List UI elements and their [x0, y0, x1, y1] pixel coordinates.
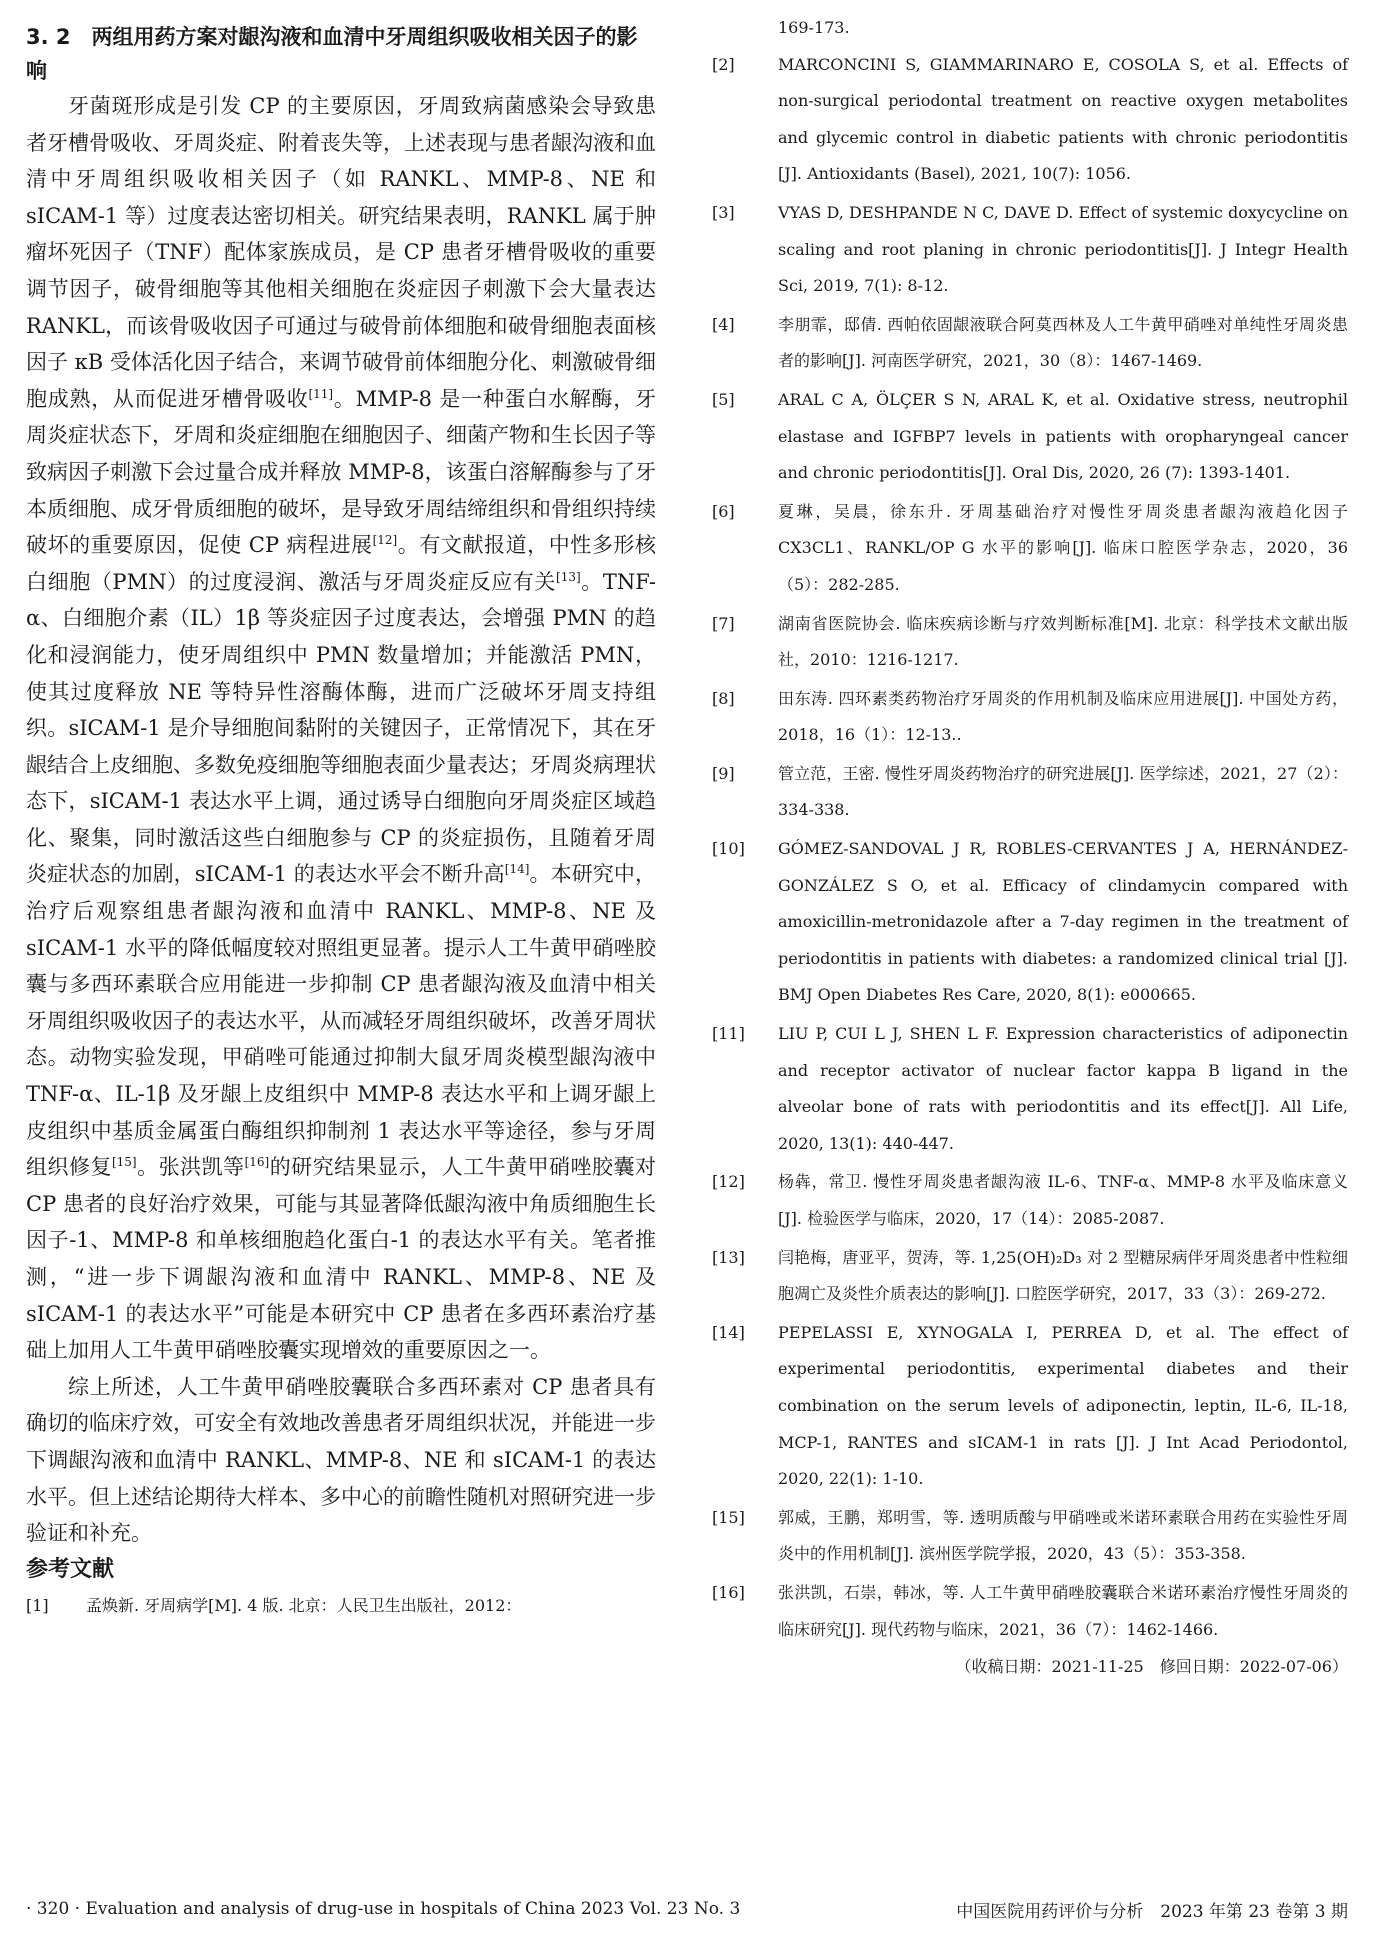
reference-text: 湖南省医院协会. 临床疾病诊断与疗效判断标准[M]. 北京：科学技术文献出版社，2010：1216-1217. [778, 613, 1348, 670]
reference-text: 张洪凯，石崇，韩冰，等. 人工牛黄甲硝唑胶囊联合米诺环素治疗慢性牙周炎的临床研究[J]. 现代药物与临床，2021，36（7）：1462-1466. [778, 1582, 1348, 1639]
citation-13[interactable]: [13] [556, 569, 581, 584]
citation-12[interactable]: [12] [372, 533, 398, 548]
citation-16[interactable]: [16] [244, 1155, 270, 1170]
para-text: 。张洪凯等 [136, 1155, 245, 1180]
reference-text: LIU P, CUI L J, SHEN L F. Expression characteristics of adiponectin and receptor activator of nuclear factor kappa B ligand in the alveolar bone of rats with periodontitis and its effect[J]. All Life, 2020, 13(1): 440-447. [778, 1024, 1348, 1153]
page-footer [26, 1893, 1348, 1925]
section-heading: 3. 2 两组用药方案对龈沟液和血清中牙周组织吸收相关因子的影响 [26, 25, 638, 83]
reference-item-1 [26, 1588, 656, 1625]
citation-11[interactable]: [11] [308, 386, 334, 401]
reference-item-8 [712, 681, 1348, 754]
reference-number: [11] [712, 1024, 745, 1044]
reference-text: 郭威，王鹏，郑明雪，等. 透明质酸与甲硝唑或米诺环素联合用药在实验性牙周炎中的作用机制[J]. 滨州医学院学报，2020，43（5）：353-358. [778, 1507, 1348, 1564]
reference-number: [3] [712, 202, 735, 222]
reference-number: [1] [26, 1595, 49, 1615]
reference-number: [8] [712, 688, 735, 708]
reference-text: 闫艳梅，唐亚平，贺涛，等. 1,25(OH)₂D₃ 对 2 型糖尿病伴牙周炎患者中性粒细胞凋亡及炎性介质表达的影响[J]. 口腔医学研究，2017，33（3）：269-272. [778, 1247, 1348, 1304]
reference-number: [13] [712, 1247, 745, 1267]
reference-item-4 [712, 307, 1348, 380]
para-text: 。TNF-α、白细胞介素（IL）1β 等炎症因子过度表达，会增强 PMN 的趋化和浸润能力，使牙周组织中 PMN 数量增加；并能激活 PMN，使其过度释放 NE 等特异性溶酶体酶，进而广泛破坏牙周支持组织。sICAM-1 是介导细胞间黏附的关键因子，正常情况下，其在牙龈结合上皮细胞、多数免疫细胞等细胞表面少量表达；牙周炎病理状态下，sICAM-1 表达水平上调，通过诱导白细胞向牙周炎症区域趋化、聚集，同时激活这些白细胞参与 CP 的炎症损伤，且随着牙周炎症状态的加剧，sICAM-1 的表达水平会不断升高 [26, 569, 656, 887]
reference-1-continuation: 169-173. [778, 18, 850, 37]
reference-item-9 [712, 756, 1348, 829]
reference-number: [16] [712, 1582, 745, 1602]
para-text: 。有文献报道，中性多形核白细胞（PMN）的过度浸润、激活与牙周炎症反应有关 [26, 533, 656, 594]
reference-text: 夏琳，吴晨，徐东升. 牙周基础治疗对慢性牙周炎患者龈沟液趋化因子 CX3CL1、RANKL/OP G 水平的影响[J]. 临床口腔医学杂志，2020，36（5）：282-285. [778, 501, 1348, 594]
reference-text: VYAS D, DESHPANDE N C, DAVE D. Effect of systemic doxycycline on scaling and root planing in chronic periodontitis[J]. J Integr Health Sci, 2019, 7(1): 8-12. [778, 202, 1348, 296]
reference-item-14 [712, 1315, 1348, 1498]
references-heading: 参考文献 [26, 1556, 115, 1582]
reference-number: [9] [712, 763, 735, 783]
reference-text: 管立范，王密. 慢性牙周炎药物治疗的研究进展[J]. 医学综述，2021，27（2）：334-338. [778, 763, 1348, 820]
reference-item-2 [712, 47, 1348, 193]
reference-item-15 [712, 1500, 1348, 1573]
reference-text: 杨犇，常卫. 慢性牙周炎患者龈沟液 IL-6、TNF-α、MMP-8 水平及临床意义[J]. 检验医学与临床，2020，17（14）：2085-2087. [778, 1172, 1348, 1228]
footer-left: · 320 · Evaluation and analysis of drug-use in hospitals of China 2023 Vol. 23 No. 3 [26, 1899, 741, 1919]
body-paragraph-2: 综上所述，人工牛黄甲硝唑胶囊联合多西环素对 CP 患者具有确切的临床疗效，可安全有效地改善患者牙周组织状况，并能进一步下调龈沟液和血清中 RANKL、MMP-8、NE 和 sICAM-1 的表达水平。但上述结论期待大样本、多中心的前瞻性随机对照研究进一步验证和补充。 [26, 1374, 656, 1546]
reference-text: 孟焕新. 牙周病学[M]. 4 版. 北京：人民卫生出版社，2012： [86, 1595, 522, 1615]
para-text: 。本研究中，治疗后观察组患者龈沟液和血清中 RANKL、MMP-8、NE 及 sICAM-1 水平的降低幅度较对照组更显著。提示人工牛黄甲硝唑胶囊与多西环素联合应用能进一步抑制 CP 患者龈沟液及血清中相关牙周组织吸收因子的表达水平，从而减轻牙周组织破坏，改善牙周状态。动物实验发现，甲硝唑可能通过抑制大鼠牙周炎模型龈沟液中 TNF-α、IL-1β 及牙龈上皮组织中 MMP-8 表达水平和上调牙龈上皮组织中基质金属蛋白酶组织抑制剂 1 表达水平等途径，参与牙周组织修复 [26, 862, 656, 1180]
reference-item-11 [712, 1016, 1348, 1162]
reference-number: [5] [712, 389, 735, 409]
reference-item-7 [712, 606, 1348, 679]
reference-text: ARAL C A, ÖLÇER S N, ARAL K, et al. Oxidative stress, neutrophil elastase and IGFBP7 levels in patients with oropharyngeal cancer and chronic periodontitis[J]. Oral Dis, 2020, 26 (7): 1393-1401. [778, 389, 1348, 483]
reference-text: PEPELASSI E, XYNOGALA I, PERREA D, et al. The effect of experimental periodontitis, experimental diabetes and their combination on the serum levels of adiponectin, leptin, IL-6, IL-18, MCP-1, RANTES and sICAM-1 in rats [J]. J Int Acad Periodontol, 2020, 22(1): 1-10. [778, 1322, 1348, 1489]
citation-15[interactable]: [15] [111, 1155, 137, 1170]
reference-number: [7] [712, 613, 735, 633]
reference-item-5 [712, 382, 1348, 492]
reference-text: 李朋霏，邸倩. 西帕依固龈液联合阿莫西林及人工牛黄甲硝唑对单纯性牙周炎患者的影响[J]. 河南医学研究，2021，30（8）：1467-1469. [778, 314, 1348, 371]
reference-text: GÓMEZ-SANDOVAL J R, ROBLES-CERVANTES J A, HERNÁNDEZ-GONZÁLEZ S O, et al. Efficacy of clindamycin compared with amoxicillin-metronidazole after a 7-day regimen in the treatment of periodontitis in patients with diabetes: a randomized clinical trial [J]. BMJ Open Diabetes Res Care, 2020, 8(1): e000665. [778, 839, 1348, 1005]
reference-item-12 [712, 1164, 1348, 1237]
reference-number: [4] [712, 314, 735, 334]
reference-number: [14] [712, 1322, 745, 1342]
reference-item-6 [712, 494, 1348, 604]
reference-number: [10] [712, 839, 745, 859]
reference-item-10 [712, 831, 1348, 1014]
footer-right: 中国医院用药评价与分析 2023 年第 23 卷第 3 期 [956, 1901, 1348, 1922]
reference-item-13 [712, 1240, 1348, 1313]
reference-text: MARCONCINI S, GIAMMARINARO E, COSOLA S, et al. Effects of non-surgical periodontal treatment on reactive oxygen metabolites and glycemic control in diabetic patients with chronic periodontitis [J]. Antioxidants (Basel), 2021, 10(7): 1056. [778, 54, 1348, 184]
para-text: 的研究结果显示，人工牛黄甲硝唑胶囊对 CP 患者的良好治疗效果，可能与其显著降低龈沟液中角质细胞生长因子-1、MMP-8 和单核细胞趋化蛋白-1 的表达水平有关。笔者推测，“进一步下调龈沟液和血清中 RANKL、MMP-8、NE 及 sICAM-1 的表达水平”可能是本研究中 CP 患者在多西环素治疗基础上加用人工牛黄甲硝唑胶囊实现增效的重要原因之一。 [26, 1155, 657, 1363]
left-column [26, 20, 656, 1626]
para-text: 牙菌斑形成是引发 CP 的主要原因，牙周致病菌感染会导致患者牙槽骨吸收、牙周炎症、附着丧失等，上述表现与患者龈沟液和血清中牙周组织吸收相关因子（如 RANKL、MMP-8、NE 和 sICAM-1 等）过度表达密切相关。研究结果表明，RANKL 属于肿瘤坏死因子（TNF）配体家族成员，是 CP 患者牙槽骨吸收的重要调节因子，破骨细胞等其他相关细胞在炎症因子刺激下会大量表达 RANKL，而该骨吸收因子可通过与破骨前体细胞和破骨细胞表面核因子 κB 受体活化因子结合，来调节破骨前体细胞分化、刺激破骨细胞成熟，从而促进牙槽骨吸收 [26, 94, 656, 411]
right-column [712, 10, 1348, 1684]
reference-number: [2] [712, 54, 735, 74]
reference-text: 田东涛. 四环素类药物治疗牙周炎的作用机制及临床应用进展[J]. 中国处方药，2018，16（1）：12-13.. [778, 688, 1348, 745]
citation-14[interactable]: [14] [504, 862, 530, 877]
reference-number: [12] [712, 1172, 745, 1192]
body-paragraph-1 [26, 88, 656, 1369]
reference-number: [6] [712, 501, 735, 521]
reference-item-16 [712, 1575, 1348, 1648]
received-dates: （收稿日期：2021-11-25 修回日期：2022-07-06） [955, 1657, 1348, 1677]
para-text: 。MMP-8 是一种蛋白水解酶，牙周炎症状态下，牙周和炎症细胞在细胞因子、细菌产物和生长因子等致病因子刺激下会过量合成并释放 MMP-8，该蛋白溶解酶参与了牙本质细胞、成牙骨质细胞的破坏，是导致牙周结缔组织和骨组织持续破坏的重要原因，促使 CP 病程进展 [26, 386, 656, 558]
reference-number: [15] [712, 1507, 745, 1527]
reference-item-3 [712, 195, 1348, 305]
